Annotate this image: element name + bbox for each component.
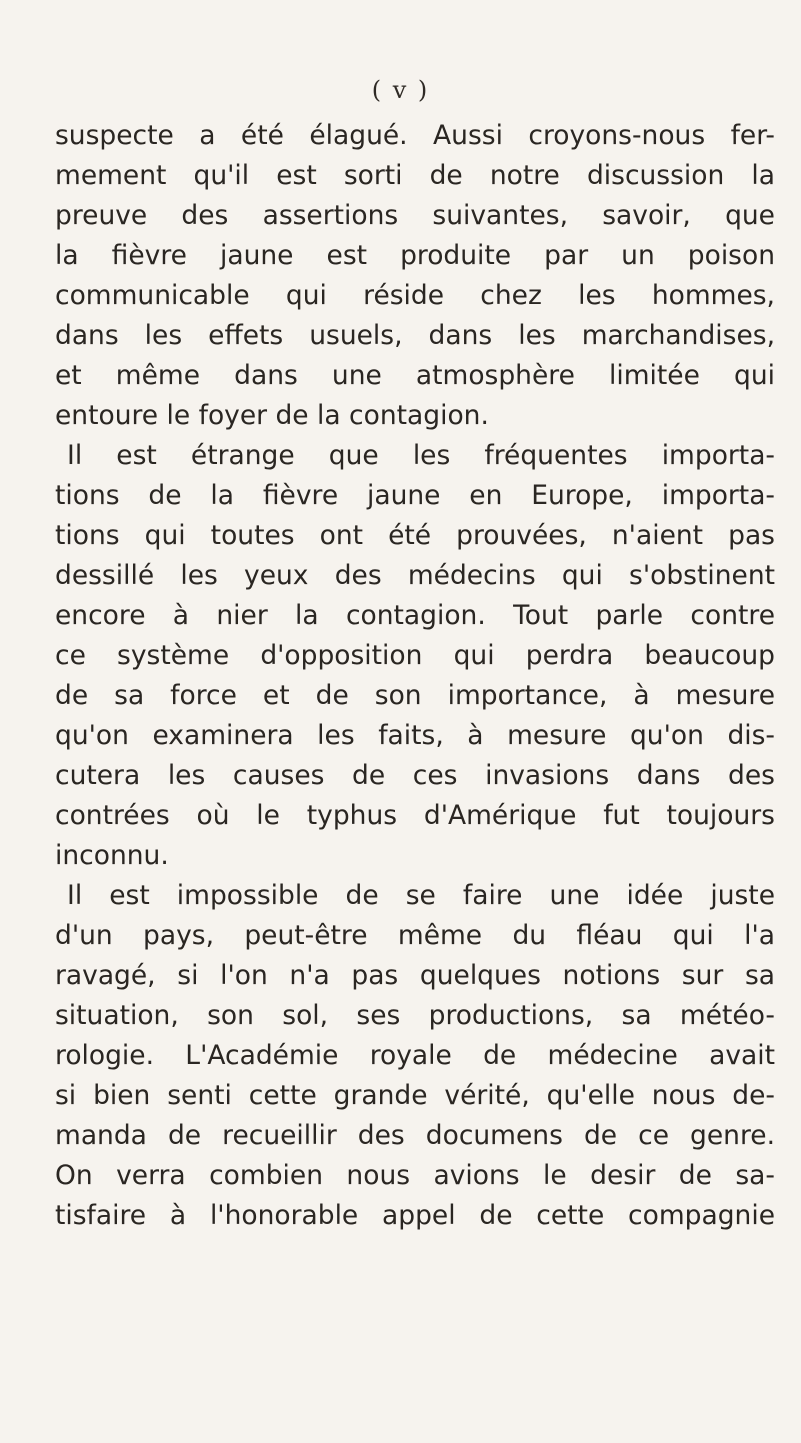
text-line: tions qui toutes ont été prouvées, n'aient pas bbox=[55, 520, 775, 551]
text-line: et même dans une atmosphère limitée qui bbox=[55, 360, 775, 391]
text-line: encore à nier la contagion. Tout parle contre bbox=[55, 600, 775, 631]
text-line: On verra combien nous avions le desir de sa- bbox=[55, 1160, 775, 1191]
text-line: cutera les causes de ces invasions dans des bbox=[55, 760, 775, 791]
text-line: tisfaire à l'honorable appel de cette compagnie bbox=[55, 1200, 775, 1231]
text-line: manda de recueillir des documens de ce genre. bbox=[55, 1120, 775, 1151]
text-line: inconnu. bbox=[55, 840, 169, 871]
text-line: si bien senti cette grande vérité, qu'elle nous de- bbox=[55, 1080, 775, 1111]
text-line: contrées où le typhus d'Amérique fut toujours bbox=[55, 800, 775, 831]
text-line: la fièvre jaune est produite par un poison bbox=[55, 240, 775, 271]
page-number: ( v ) bbox=[371, 76, 430, 104]
text-line: mement qu'il est sorti de notre discussion la bbox=[55, 160, 775, 191]
text-line: suspecte a été élagué. Aussi croyons-nous fer- bbox=[55, 120, 775, 151]
body-text bbox=[55, 116, 775, 1236]
text-line: ravagé, si l'on n'a pas quelques notions sur sa bbox=[55, 960, 775, 991]
text-line: ce système d'opposition qui perdra beaucoup bbox=[55, 640, 775, 671]
text-line: communicable qui réside chez les hommes, bbox=[55, 280, 775, 311]
text-line: dessillé les yeux des médecins qui s'obstinent bbox=[55, 560, 775, 591]
text-line: dans les effets usuels, dans les marchandises, bbox=[55, 320, 775, 351]
text-line: entoure le foyer de la contagion. bbox=[55, 400, 489, 431]
text-line: Il est impossible de se faire une idée juste bbox=[67, 880, 775, 911]
text-line: preuve des assertions suivantes, savoir, que bbox=[55, 200, 775, 231]
text-line: de sa force et de son importance, à mesure bbox=[55, 680, 775, 711]
text-line: rologie. L'Académie royale de médecine avait bbox=[55, 1040, 775, 1071]
text-line: Il est étrange que les fréquentes importa- bbox=[67, 440, 775, 471]
text-line: d'un pays, peut-être même du fléau qui l'a bbox=[55, 920, 775, 951]
text-line: tions de la fièvre jaune en Europe, importa- bbox=[55, 480, 775, 511]
text-line: situation, son sol, ses productions, sa météo- bbox=[55, 1000, 775, 1031]
text-line: qu'on examinera les faits, à mesure qu'on dis- bbox=[55, 720, 775, 751]
